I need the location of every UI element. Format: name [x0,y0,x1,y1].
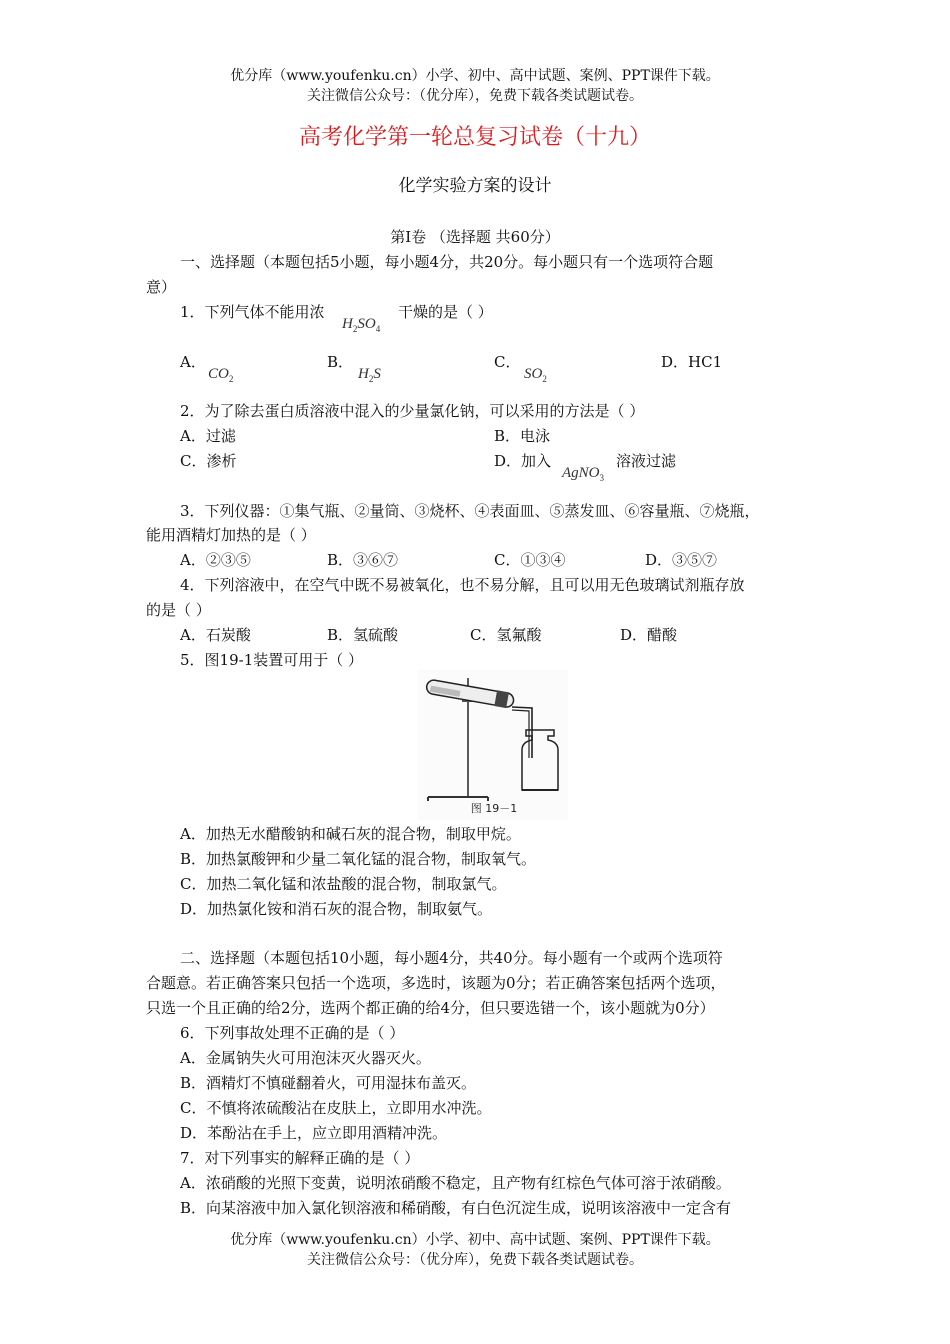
q7-option-b: B．向某溶液中加入氯化钡溶液和稀硝酸，有白色沉淀生成，说明该溶液中一定含有 [180,1199,732,1217]
q5-option-b: B．加热氯酸钾和少量二氧化锰的混合物，制取氧气。 [180,850,537,868]
q7-option-a: A．浓硝酸的光照下变黄，说明浓硝酸不稳定，且产物有红棕色气体可溶于浓硝酸。 [180,1174,731,1192]
q3-option-b: B．③⑥⑦ [327,551,399,569]
part1-intro-line1: 一、选择题（本题包括5小题，每小题4分，共20分。每小题只有一个选项符合题 [180,253,714,271]
q1-option-b-label: B． [327,353,354,371]
site-header-line1: 优分库（www.youfenku.cn）小学、初中、高中试题、案例、PPT课件下载。 [230,68,720,84]
q2-option-b: B．电泳 [494,427,551,445]
q6-option-d: D．苯酚沾在手上，应立即用酒精冲洗。 [180,1124,448,1142]
q1-option-b-formula: $H_2S$ [358,366,381,384]
q2-option-d-formula: AgNO$_3$ [562,465,604,483]
q5-option-c: C．加热二氧化锰和浓盐酸的混合物，制取氯气。 [180,875,507,893]
q6-stem: 6．下列事故处理不正确的是（ ） [180,1024,405,1042]
figure-19-1 [418,670,568,820]
q6-option-c: C．不慎将浓硫酸沾在皮肤上，立即用水冲洗。 [180,1099,492,1117]
q1-option-c-formula: $SO_2$ [524,366,547,384]
q6-option-a: A．金属钠失火可用泡沫灭火器灭火。 [180,1049,431,1067]
q5-option-a: A．加热无水醋酸钠和碱石灰的混合物，制取甲烷。 [180,825,521,843]
q5-option-d: D．加热氯化铵和消石灰的混合物，制取氨气。 [180,900,493,918]
site-header-line2: 关注微信公众号：（优分库），免费下载各类试题试卷。 [307,88,643,104]
q5-stem: 5．图19-1装置可用于（ ） [180,651,364,669]
q1-option-d: D．HC1 [661,353,723,371]
section-title: 第Ⅰ卷 （选择题 共60分） [390,228,560,246]
page-title: 高考化学第一轮总复习试卷（十九） [298,125,651,150]
q4-option-c: C．氢氟酸 [470,626,542,644]
q2-option-d-label: D．加入 [494,452,552,470]
q1-stem-text-a: 1．下列气体不能用浓 [180,303,325,321]
q4-option-b: B．氢硫酸 [327,626,399,644]
q1-option-c-label: C． [494,353,521,371]
page-subtitle: 化学实验方案的设计 [398,176,552,196]
part2-intro-line2: 合题意。若正确答案只包括一个选项，多选时，该题为0分；若正确答案包括两个选项， [146,974,726,992]
q3-stem-line2: 能用酒精灯加热的是（ ） [146,526,316,544]
part1-intro-line2: 意） [146,278,177,296]
site-footer-line1: 优分库（www.youfenku.cn）小学、初中、高中试题、案例、PPT课件下载。 [230,1232,720,1248]
q7-stem: 7．对下列事实的解释正确的是（ ） [180,1149,420,1167]
q4-stem-line1: 4．下列溶液中，在空气中既不易被氧化，也不易分解，且可以用无色玻璃试剂瓶存放 [180,576,745,594]
q2-option-c: C．渗析 [180,452,237,470]
q4-stem-line2: 的是（ ） [146,601,211,619]
figure-caption: 图 19－1 [470,802,518,815]
q3-stem-line1: 3．下列仪器：①集气瓶、②量筒、③烧杯、④表面皿、⑤蒸发皿、⑥容量瓶、⑦烧瓶， [180,502,760,520]
part2-intro-line1: 二、选择题（本题包括10小题，每小题4分，共40分。每小题有一个或两个选项符 [180,949,723,967]
q4-option-d: D．醋酸 [620,626,678,644]
q1-option-a-label: A． [180,353,206,371]
q1-formula-h2so4: $H_2SO_4$ [342,316,381,334]
part2-intro-line3: 只选一个且正确的给2分，选两个都正确的给4分，但只要选错一个，该小题就为0分） [146,999,715,1017]
q2-option-d-suffix: 溶液过滤 [616,452,677,470]
q6-option-b: B．酒精灯不慎碰翻着火，可用湿抹布盖灭。 [180,1074,477,1092]
q4-option-a: A．石炭酸 [180,626,251,644]
q3-option-d: D．③⑤⑦ [645,551,718,569]
q1-stem [180,302,325,322]
q2-stem: 2．为了除去蛋白质溶液中混入的少量氯化钠，可以采用的方法是（ ） [180,402,645,420]
site-footer-line2: 关注微信公众号：（优分库），免费下载各类试题试卷。 [307,1252,643,1268]
q3-option-a: A．②③⑤ [180,551,251,569]
q2-option-a: A．过滤 [180,427,236,445]
q1-option-a-formula: $CO_2$ [208,366,234,384]
q1-stem-tail: 干燥的是（ ） [398,303,493,321]
q3-option-c: C．①③④ [494,551,566,569]
